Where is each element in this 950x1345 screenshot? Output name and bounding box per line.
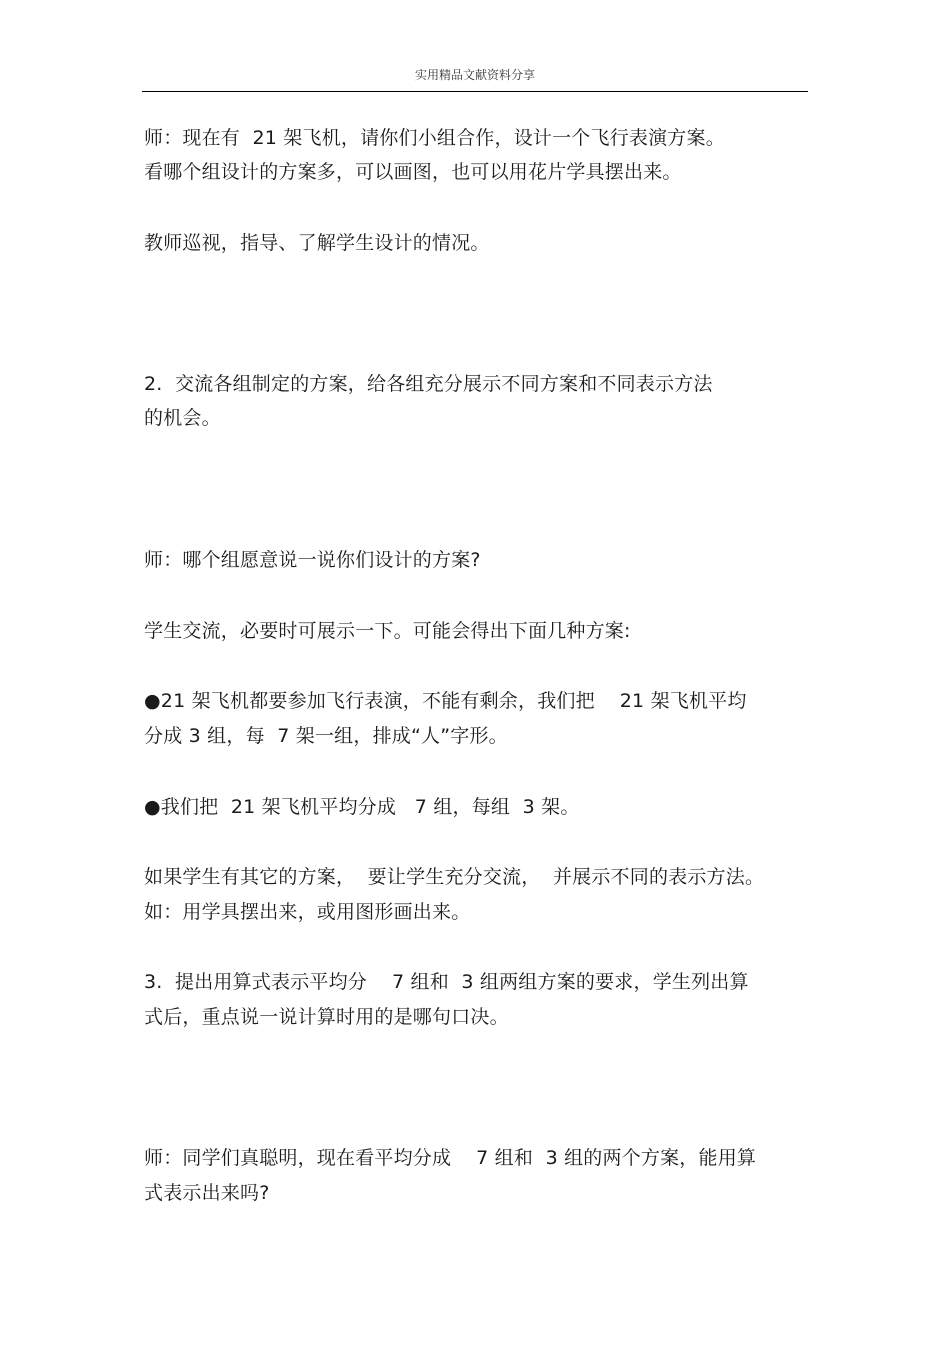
text-line: ●21 架飞机都要参加飞行表演，不能有剩余，我们把 21 架飞机平均 [144,690,747,712]
text-line: 的机会。 [144,407,221,429]
text-line: 看哪个组设计的方案多，可以画图，也可以用花片学具摆出来。 [144,161,682,183]
text-line: 2. 交流各组制定的方案，给各组充分展示不同方案和不同表示方法 [144,373,713,395]
text-line: 3. 提出用算式表示平均分 7 组和 3 组两组方案的要求，学生列出算 [144,971,749,993]
text-line: 如果学生有其它的方案， 要让学生充分交流， 并展示不同的表示方法。 [144,866,765,888]
header-divider [142,91,808,92]
page-header: 实用精品文献资料分享 [414,68,535,82]
text-line: 如：用学具摆出来，或用图形画出来。 [144,901,471,923]
text-line: 师：同学们真聪明，现在看平均分成 7 组和 3 组的两个方案，能用算 [144,1147,757,1169]
text-line: ●我们把 21 架飞机平均分成 7 组，每组 3 架。 [144,796,580,818]
text-line: 学生交流，必要时可展示一下。可能会得出下面几种方案: [144,620,631,642]
text-line: 师：哪个组愿意说一说你们设计的方案? [144,549,481,571]
text-line: 分成 3 组，每 7 架一组，排成“人”字形。 [144,725,508,747]
text-line: 师：现在有 21 架飞机，请你们小组合作，设计一个飞行表演方案。 [144,127,725,149]
text-line: 式后，重点说一说计算时用的是哪句口决。 [144,1006,509,1028]
text-line: 式表示出来吗? [144,1182,270,1204]
text-line: 教师巡视，指导、了解学生设计的情况。 [144,232,490,254]
